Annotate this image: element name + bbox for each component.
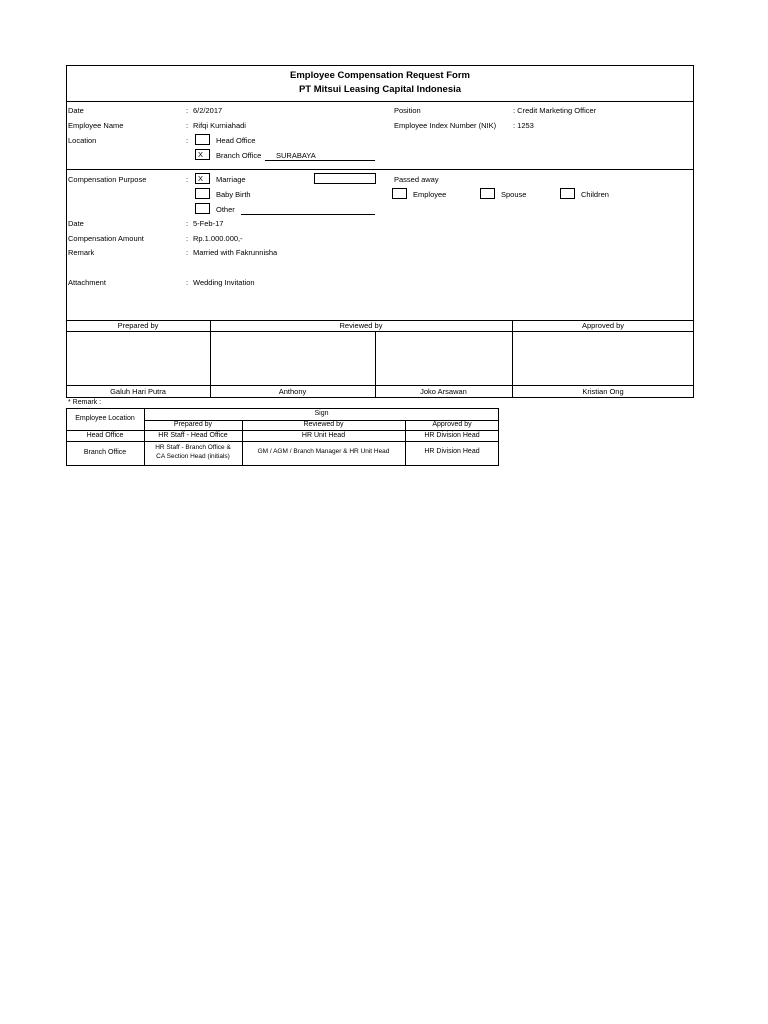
position-text: Credit Marketing Officer — [517, 106, 597, 115]
row-head-office-location: Head Office — [86, 432, 124, 439]
location-label: Location — [68, 136, 97, 145]
position-label: Position — [394, 106, 421, 115]
date-label: Date — [68, 106, 84, 115]
compensation-purpose-colon: : — [186, 175, 189, 184]
employee-name-colon: : — [186, 121, 189, 130]
branch-name-underline — [265, 160, 375, 161]
position-colon: : — [513, 106, 518, 115]
prepared-by-header: Prepared by — [117, 321, 159, 330]
employee-name-value: Rifqi Kurniahadi — [193, 121, 246, 130]
other-underline — [241, 214, 375, 215]
info-divider — [66, 169, 694, 170]
date-colon: : — [186, 106, 189, 115]
remark-value: Married with Fakrunnisha — [193, 248, 278, 257]
row-branch-office-reviewed: GM / AGM / Branch Manager & HR Unit Head — [257, 448, 390, 455]
sign-table-row-line-3 — [66, 441, 499, 442]
children-label: Children — [581, 190, 609, 199]
sign-reviewed-header: Reviewed by — [303, 421, 344, 428]
attachment-value: Wedding Invitation — [193, 278, 255, 287]
reviewed-signature-box-1[interactable] — [211, 332, 374, 384]
sign-header: Sign — [314, 410, 329, 417]
passed-away-label: Passed away — [394, 175, 439, 184]
branch-office-label: Branch Office — [216, 151, 262, 160]
baby-birth-checkbox[interactable] — [195, 188, 210, 199]
baby-birth-label: Baby Birth — [216, 190, 251, 199]
nik-value — [513, 121, 534, 130]
sign-table-row-line-2 — [66, 430, 499, 431]
reviewed-name-2: Joko Arsawan — [420, 387, 467, 396]
signature-name-line — [66, 385, 694, 386]
sign-approved-header: Approved by — [432, 421, 472, 428]
nik-colon: : — [513, 121, 518, 130]
compensation-purpose-label: Compensation Purpose — [68, 175, 147, 184]
company-name: PT Mitsui Leasing Capital Indonesia — [298, 84, 462, 95]
head-office-checkbox[interactable] — [195, 134, 210, 145]
other-label: Other — [216, 205, 235, 214]
compensation-amount-value: Rp.1.000.000,- — [193, 234, 243, 243]
employee-label: Employee — [413, 190, 447, 199]
other-checkbox[interactable] — [195, 203, 210, 214]
date-value: 6/2/2017 — [193, 106, 223, 115]
attachment-colon: : — [186, 278, 189, 287]
row-branch-office-location: Branch Office — [83, 449, 127, 456]
marriage-detail-box[interactable] — [314, 173, 376, 184]
marriage-label: Marriage — [216, 175, 246, 184]
compensation-amount-colon: : — [186, 234, 189, 243]
children-checkbox[interactable] — [560, 188, 575, 199]
spouse-checkbox[interactable] — [480, 188, 495, 199]
spouse-label: Spouse — [501, 190, 527, 199]
location-colon: : — [186, 136, 189, 145]
reviewed-by-header: Reviewed by — [339, 321, 383, 330]
row-branch-office-prepared-1: HR Staff - Branch Office & — [155, 444, 231, 451]
marriage-checkbox[interactable]: X — [195, 173, 210, 184]
nik-text: 1253 — [517, 121, 534, 130]
attachment-label: Attachment — [68, 278, 106, 287]
remark-label: Remark — [68, 248, 95, 257]
compensation-amount-label: Compensation Amount — [68, 234, 144, 243]
remark-colon: : — [186, 248, 189, 257]
employee-checkbox[interactable] — [392, 188, 407, 199]
sign-prepared-header: Prepared by — [173, 421, 213, 428]
form-title: Employee Compensation Request Form — [289, 70, 470, 81]
row-head-office-reviewed: HR Unit Head — [301, 432, 346, 439]
nik-label: Employee Index Number (NIK) — [394, 121, 497, 130]
row-head-office-prepared: HR Staff - Head Office — [158, 432, 228, 439]
compensation-date-colon: : — [186, 219, 189, 228]
branch-office-checkbox[interactable]: X — [195, 149, 210, 160]
row-branch-office-prepared-2: CA Section Head (initials) — [156, 453, 230, 460]
position-value — [513, 106, 596, 115]
reviewed-name-1: Anthony — [278, 387, 307, 396]
row-branch-office-approved: HR Division Head — [424, 448, 480, 455]
header-divider — [66, 101, 694, 102]
head-office-label: Head Office — [216, 136, 256, 145]
branch-name-value: SURABAYA — [276, 151, 316, 160]
approved-signature-box[interactable] — [513, 332, 693, 384]
approved-by-header: Approved by — [581, 321, 625, 330]
prepared-name: Galuh Hari Putra — [110, 387, 166, 396]
reviewed-signature-box-2[interactable] — [376, 332, 511, 384]
prepared-signature-box[interactable] — [67, 332, 209, 384]
compensation-date-value: 5-Feb-17 — [193, 219, 224, 228]
compensation-date-label: Date — [68, 219, 84, 228]
approved-name: Kristian Ong — [582, 387, 624, 396]
row-head-office-approved: HR Division Head — [424, 432, 480, 439]
remark-note: * Remark : — [68, 399, 102, 406]
employee-location-header: Employee Location — [75, 415, 135, 422]
employee-name-label: Employee Name — [68, 121, 124, 130]
